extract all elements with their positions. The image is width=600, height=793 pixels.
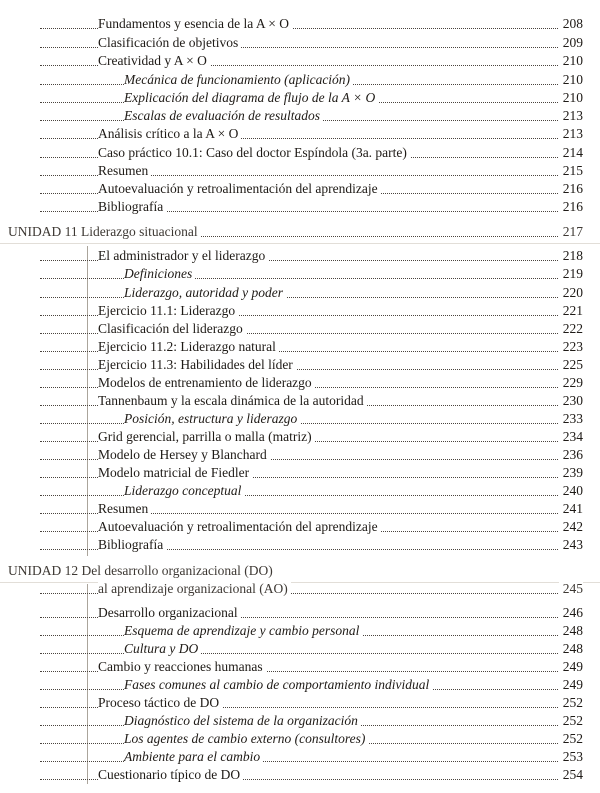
dot-leader [40,760,570,762]
toc-entry-title: Desarrollo organizacional [98,604,241,622]
dot-leader [40,277,570,279]
toc-entry-title: Ejercicio 11.3: Habilidades del líder [98,356,296,374]
toc-entry-page: 239 [559,464,583,482]
toc-entry-title: Cuestionario típico de DO [98,766,243,784]
toc-entry-page: 217 [559,223,583,241]
toc-entry [0,303,600,321]
toc-entry-page: 229 [559,374,583,392]
toc-entry-page: 210 [559,52,583,70]
toc-subentry [0,411,600,429]
toc-entry-title: Proceso táctico de DO [98,694,222,712]
toc-entry-title: Diagnóstico del sistema de la organización [124,712,361,730]
toc-entry-page: 222 [559,320,583,338]
toc-entry-title: UNIDAD 11 Liderazgo situacional [8,223,201,241]
toc-entry [0,429,600,447]
dot-leader [40,652,570,654]
toc-entry-title: Fases comunes al cambio de comportamiento individual [124,676,432,694]
toc-entry-page: 208 [559,15,583,33]
toc-entry-title: Caso práctico 10.1: Caso del doctor Espíndola (3a. parte) [98,144,410,162]
toc-entry-title: Mecánica de funcionamiento (aplicación) [124,71,353,89]
toc-entry-title: Modelos de entrenamiento de liderazgo [98,374,315,392]
toc-subentry [0,623,600,641]
toc-entry-title: al aprendizaje organizacional (AO) [98,580,291,598]
toc-entry [0,145,600,163]
dot-leader [40,494,570,496]
toc-entry [0,537,600,555]
dot-leader [40,422,570,424]
toc-entry-page: 252 [559,694,583,712]
toc-entry [0,695,600,713]
toc-entry [0,659,600,677]
dot-leader [40,296,570,298]
toc-entry-page: 230 [559,392,583,410]
toc-entry-page: 220 [559,284,583,302]
toc-entry-title: Bibliografía [98,536,166,554]
toc-entry-title: Cambio y reacciones humanas [98,658,266,676]
toc-entry-title: Resumen [98,500,151,518]
toc-entry-page: 242 [559,518,583,536]
toc-entry-title: Escalas de evaluación de resultados [124,107,323,125]
toc-entry [0,375,600,393]
toc-subentry [0,108,600,126]
toc-entry-page: 236 [559,446,583,464]
toc-subentry [0,285,600,303]
toc-entry-page: 221 [559,302,583,320]
toc-entry-page: 223 [559,338,583,356]
toc-entry-title: Clasificación del liderazgo [98,320,246,338]
toc-entry-page: 210 [559,71,583,89]
toc-entry-page: 218 [559,247,583,265]
toc-entry-page: 252 [559,712,583,730]
toc-subentry [0,731,600,749]
toc-entry [0,501,600,519]
toc-entry-title: Liderazgo conceptual [124,482,244,500]
toc-entry-page: 213 [559,125,583,143]
toc-entry-title: Esquema de aprendizaje y cambio personal [124,622,362,640]
toc-unit-heading [0,224,600,242]
toc-entry-title: Explicación del diagrama de flujo de la A × O [124,89,378,107]
toc-entry-title: Ejercicio 11.2: Liderazgo natural [98,338,279,356]
toc-subentry [0,749,600,767]
toc-entry [0,16,600,34]
toc-entry-page: 233 [559,410,583,428]
toc-entry-page: 213 [559,107,583,125]
toc-subentry [0,72,600,90]
toc-entry-page: 241 [559,500,583,518]
toc-entry [0,35,600,53]
toc-subentry [0,677,600,695]
toc-entry [0,519,600,537]
toc-entry-page: 219 [559,265,583,283]
toc-entry [0,53,600,71]
toc-subentry [0,641,600,659]
toc-entry-title: Fundamentos y esencia de la A × O [98,15,292,33]
toc-entry-title: Tannenbaum y la escala dinámica de la autoridad [98,392,367,410]
toc-unit-heading-continued [0,581,600,599]
toc-entry-title: Grid gerencial, parrilla o malla (matriz) [98,428,315,446]
toc-entry-page: 248 [559,640,583,658]
toc-entry [0,339,600,357]
toc-entry-page: 234 [559,428,583,446]
toc-entry-page: 225 [559,356,583,374]
toc-entry-page: 249 [559,676,583,694]
toc-entry-title: Resumen [98,162,151,180]
toc-entry-page: 215 [559,162,583,180]
toc-entry-title: Liderazgo, autoridad y poder [124,284,286,302]
toc-entry-page: 253 [559,748,583,766]
toc-entry-title: Bibliografía [98,198,166,216]
toc-entry [0,605,600,623]
toc-entry-page: 248 [559,622,583,640]
toc-subentry [0,713,600,731]
toc-entry [0,321,600,339]
toc-entry-page: 214 [559,144,583,162]
toc-subentry [0,483,600,501]
toc-entry-page: 254 [559,766,583,784]
toc-entry [0,447,600,465]
toc-entry [0,465,600,483]
toc-subentry [0,90,600,108]
toc-entry-title: Modelo de Hersey y Blanchard [98,446,270,464]
unit-11-rule [0,243,600,244]
toc-entry-title: Clasificación de objetivos [98,34,241,52]
toc-entry-title: Análisis crítico a la A × O [98,125,241,143]
toc-entry [0,767,600,785]
toc-entry-page: 252 [559,730,583,748]
toc-entry-title: El administrador y el liderazgo [98,247,268,265]
toc-entry [0,126,600,144]
toc-entry-title: Creatividad y A × O [98,52,210,70]
toc-entry [0,181,600,199]
toc-entry-page: 243 [559,536,583,554]
toc-entry-title: Los agentes de cambio externo (consultores) [124,730,368,748]
toc-entry-title: Autoevaluación y retroalimentación del aprendizaje [98,518,381,536]
toc-entry-page: 245 [559,580,583,598]
toc-entry [0,393,600,411]
toc-entry-title: Ejercicio 11.1: Liderazgo [98,302,238,320]
toc-entry-page: 246 [559,604,583,622]
toc-entry [0,199,600,217]
toc-subentry [0,266,600,284]
toc-entry [0,248,600,266]
toc-entry [0,357,600,375]
toc-entry-title: UNIDAD 12 Del desarrollo organizacional (DO) [8,562,276,580]
toc-entry-title: Autoevaluación y retroalimentación del aprendizaje [98,180,381,198]
toc-entry-page: 209 [559,34,583,52]
toc-unit-heading [0,563,600,581]
toc-entry-page: 240 [559,482,583,500]
toc-entry-page: 210 [559,89,583,107]
toc-entry-page: 216 [559,180,583,198]
toc-entry-page: 249 [559,658,583,676]
toc-entry-title: Cultura y DO [124,640,201,658]
toc-entry [0,163,600,181]
toc-entry-title: Posición, estructura y liderazgo [124,410,300,428]
toc-entry-title: Definiciones [124,265,195,283]
toc-entry-title: Ambiente para el cambio [124,748,263,766]
toc-entry-title: Modelo matricial de Fiedler [98,464,252,482]
toc-entry-page: 216 [559,198,583,216]
